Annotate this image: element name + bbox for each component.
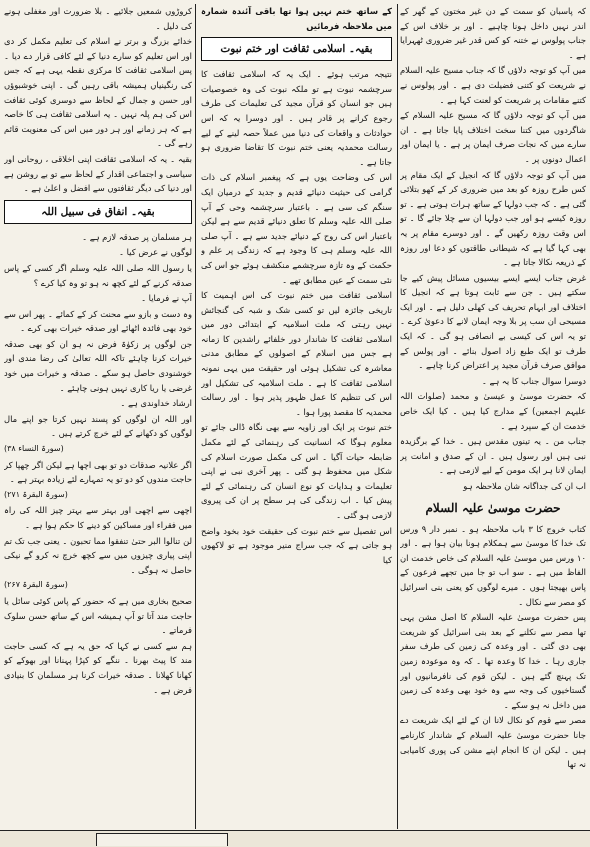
quran-reference: (سورۃ البقرۃ ۲۷۱) xyxy=(4,489,68,499)
paragraph: اگر علانیہ صدقات دو تو بھی اچھا ہے لیکن اگر چھپا کر حاجت مندوں کو دو تو یہ تمہارے لئے زیادہ بہتر ہے ۔ xyxy=(4,459,192,485)
paragraph: ہر مسلمان پر صدقہ لازم ہے ۔ xyxy=(82,231,192,242)
paragraph: اس تفصیل سے ختم نبوت کی حقیقت خود بخود واضح ہو جاتی ہے کہ جب سراج منیر موجود ہے تو لاکھوں کیا xyxy=(201,525,392,565)
page-footer-strip xyxy=(0,830,590,847)
paragraph: نتیجہ مرتب ہوئے ۔ ایک یہ کہ اسلامی ثقافت کا سرچشمہ نبوت ہے تو ملکہ نبوت کی وہ خصوصیات ہیں جو انسان کو قرآن مجید کی تعلیمات کی طرف رجوع کرانے پر قادر ہیں ۔ اور دوسرا یہ کہ اس حوادثات و واقعات کی دنیا میں عملاً حصہ لینے کے لیے رسالت محمدیہ یعنی ختم نبوت کا تقاضا ضروری ہو جاتا ہے ۔ xyxy=(201,69,392,167)
paragraph: جن لوگوں پر زکوٰۃ فرض نہ ہو ان کو بھی صدقہ خیرات کرنا چاہئے تاکہ اللہ تعالیٰ کی رضا مندی اور خوشنودی حاصل ہو سکے ۔ صدقہ و خیرات میں خود غرضی یا ریا کاری نہیں ہونی چاہئے ۔ xyxy=(4,338,192,393)
paragraph: کہ پاسبان کو سمت کے دن غیر مختون کے گھر کے اندر نہیں داخل ہونا چاہیے ۔ اور بر خلاف اس کے جناب پولوس نے ختنہ کو کس قدر غیر ضروری ٹھہرایا ہے ۔ xyxy=(400,6,586,60)
column-divider xyxy=(397,4,398,829)
paragraph: کہ حضرت موسیٰ و عیسیٰ و محمد (صلوات اللہ علیہم اجمعین) کے مدارج کیا ہیں ۔ کیا ایک خاص خدمت ان کے سپرد ہے ۔ xyxy=(400,391,586,431)
paragraph: جناب من ۔ یہ تینوں مقدس ہیں ۔ خدا کے برگزیدہ نبی ہیں اور رسول ہیں ۔ ان کے صدق و امانت پر ایمان لانا ہر ایک مومن کے لیے لازمی ہے ۔ xyxy=(400,436,586,476)
paragraph: دوسرا سوال جناب کا یہ ہے ۔ xyxy=(481,375,586,386)
continuation-note: کے ساتھ ختم نہیں ہوا تھا باقی آئندہ شمارہ میں ملاحظہ فرمائیں xyxy=(201,6,392,31)
section-heading-charity: بقیہ۔ انفاق فی سبیل اللہ xyxy=(4,200,192,224)
section-heading-musa: حضرت موسیٰ علیہ السلام xyxy=(425,500,561,515)
paragraph: کتاب خروج کا ۳ باب ملاحظہ ہو ۔ نمبر دار ۹ ورس تک خدا کا موسیٰ سے ہمکلام ہونا بیان ہوا ہے ۔ اور ۱۰ ورس میں موسیٰ علیہ السلام کی خاص خدمت ان الفاظ میں ہے ۔ سو اب تو جا میں تجھے فرعون کے پاس بھیجتا ہوں ۔ میرے لوگوں کو یعنی بنی اسرائیل کو مصر سے نکال ۔ xyxy=(400,523,586,607)
paragraph: لن تنالوا البر حتیٰ تنفقوا مما تحبون ۔ یعنی جب تک تم اپنی پیاری چیزوں میں سے کچھ خرچ نہ کرو گے نیکی حاصل نہ ہوگی ۔ xyxy=(4,535,192,575)
paragraph: اور اللہ ان لوگوں کو پسند نہیں کرتا جو اپنے مال لوگوں کو دکھانے کے لئے خرچ کرتے ہیں ۔ xyxy=(4,413,192,439)
paragraph: صحیح بخاری میں ہے کہ حضور کے پاس کوئی سائل یا حاجت مند آتا تو آپ ہمیشہ اس کے ساتھ حسن سلوک فرماتے ۔ xyxy=(4,595,192,636)
right-column xyxy=(400,4,586,829)
paragraph: اسلامی ثقافت میں ختم نبوت کی اس اہمیت کا تاریخی جائزہ لیں تو کسی شک و شبہ کی گنجائش نہیں رہتی کہ ملت اسلامیہ کے ابتدائی دور میں اسلامی ثقافت کا شاندار دور خلفائے راشدین کا زمانہ ہے جس میں اسلام کے اصولوں کے مطابق مدنی معاشرہ کی تشکیل ہوئی اور حقیقت میں یہی نمونہ اسلامی ثقافت کا ہے ۔ ملت اسلامیہ کی تشکیل اور اس کی تنظیم کا عمل ظہور پذیر ہوا ۔ اور رسالت محمدیہ کا مقصد پورا ہوا ۔ xyxy=(201,290,392,417)
quran-reference: (سورۃ النساء ۳۸) xyxy=(4,444,64,454)
paragraph: اس کی وضاحت یوں ہے کہ پیغمبر اسلام کی ذات گرامی کی حیثیت دنیائے قدیم و جدید کے درمیان ایک سنگم کی سی ہے ۔ باعتبار سرچشمہ وحی کے آپ صلی اللہ علیہ وسلم کا تعلق دنیائے قدیم سے ہے لیکن باعتبار اس کی روح کے دنیائے جدید سے ہے ۔ آپ صلی اللہ علیہ وسلم ہی کا وجود ہے کہ زندگی پر علم و حکمت کے وہ تازہ سرچشمے منکشف ہوئے جو اس کی نئی سمت کے عین مطابق تھے ۔ xyxy=(201,172,392,285)
paragraph: آپ نے فرمایا ۔ xyxy=(141,293,192,304)
paragraph: لوگوں نے عرض کیا ۔ xyxy=(119,247,192,258)
paragraph: میں آپ کو توجہ دلاؤں گا کہ جناب مسیح علیہ السلام نے شریعت کو کتنی فضیلت دی ہے ۔ اور پولوس نے کتنے مقامات پر شریعت کو لعنت کہا ہے ۔ xyxy=(400,65,586,105)
left-column xyxy=(4,4,192,829)
section-heading-culture: بقیہ۔ اسلامی ثقافت اور ختم نبوت xyxy=(201,37,392,61)
footer-tab xyxy=(96,833,228,846)
paragraph: کروڑوں شمعیں جلائیے ۔ بلا ضرورت اور مغفلی ہونے کی دلیل ۔ xyxy=(4,6,192,31)
paragraph: میں آپ کو توجہ دلاؤں گا کہ مسیح علیہ السلام کے شاگردوں میں کتنا سخت اختلاف پایا جاتا ہے ۔ ان سارے میں کہ نجات صرف ایمان پر ہے ۔ یا ایمان اور اعمال دونوں پر ۔ xyxy=(400,110,586,164)
paragraph: میں آپ کو توجہ دلاؤں گا کہ انجیل کے ایک مقام پر کس طرح روزہ کو بعد میں ضروری کر کے کھو بتلائی گئی ہے ۔ کہ جب دولہا کے ساتھ ہرات ہوتی ہے ۔ تو روزہ کیسے ہو اور جب دولہا ان سے چلا جائے گا ۔ تو اس وقت روزہ رکھیں گے ۔ اور دوسرے مقام پر یہ بھی کہا گیا ہے کہ شیطانی طاقتوں کو دعا اور روزہ کے ذریعہ نکالا جاتا ہے ۔ xyxy=(400,169,586,268)
paragraph: بقیہ ۔ یہ کہ اسلامی ثقافت اپنی اخلاقی ، روحانی اور سیاسی و اجتماعی اقدار کے لحاظ سے تو بے روشن ہے اور دنیا کی دیگر ثقافتوں سے افضل و اعلیٰ ہے ۔ xyxy=(4,153,192,194)
paragraph: وہ دست و بازو سے محنت کر کے کمائے ۔ پھر اس سے خود بھی فائدہ اٹھائے اور صدقہ خیرات بھی کرے ۔ xyxy=(4,308,192,334)
paragraph: غرض جناب ایسے ایسے بیسیوں مسائل پیش کیے جا سکتے ہیں ۔ جن سے ثابت ہوتا ہے کہ انجیل کا اختلاف اور ابہام تحریف کی کھلی دلیل ہے ۔ اور ایک مسیحی ان سب پر بلا وجہ ایمان لانے کا دعویٰ کرے ۔ تو یہ اس کی کیسی بے انصافی ہو گی ۔ کہ ایک طرف تو ایک طبع زاد اصول بنائے ۔ اور پولس کے موافق صرف قرآن مجید پر اعتراض کرنا چاہے ۔ xyxy=(400,272,586,371)
paragraph: ارشاد خداوندی ہے ۔ xyxy=(120,398,192,409)
paragraph: مصر سے قوم کو نکال لانا ان کے لئے ایک شریعت دے جانا حضرت موسیٰ علیہ السلام کے شاندار کارنامے ہیں ۔ لیکن ان کا انجام اپنے مشن کی پوری کامیابی نہ تھا xyxy=(400,715,586,770)
column-divider xyxy=(195,4,196,829)
paragraph: ختم نبوت پر ایک اور زاویہ سے بھی نگاہ ڈالی جائے تو معلوم ہوگا کہ انسانیت کی رہنمائی کے لئے مکمل ضابطہ حیات آگیا ۔ اس کی مکمل صورت اسلام کی شکل میں محفوظ ہو گئی ۔ پھر آخری نبی نے اپنی تعلیمات و ہدایات کو نوع انسان کی رہنمائی کے لئے پیش کیا ۔ اب زندگی کی ہر سطح پر ان کی پیروی لازمی ہو گئی ۔ xyxy=(201,422,392,520)
paragraph: یا رسول اللہ صلی اللہ علیہ وسلم اگر کسی کے پاس صدقہ کرنے کے لئے کچھ نہ ہو تو وہ کیا کرے ؟ xyxy=(4,262,192,288)
middle-column xyxy=(201,4,392,829)
quran-reference: (سورۃ البقرۃ ۲۶۷) xyxy=(4,580,68,590)
paragraph: اچھی سے اچھی اور بہتر سے بہتر چیز اللہ کی راہ میں فقراء اور مساکین کو دینے کا حکم ہوا ہے ۔ xyxy=(4,505,192,530)
paragraph: پس حضرت موسیٰ علیہ السلام کا اصل مشن یہی تھا مصر سے نکلنے کے بعد بنی اسرائیل کو شریعت بھی دی گئی ۔ اور وعدہ کی زمین کی طرف سفر جاری رہا ۔ خدا کا وعدہ تھا ۔ کہ وہ موعودہ زمین تک پہنچ گئے ہیں ۔ لیکن قوم کی نافرمانیوں اور گستاخیوں کی وجہ سے وہ خود بھی وعدہ کی زمین میں داخل نہ ہو سکے ۔ xyxy=(400,612,586,710)
paragraph: اب ان کی جداگانہ شان ملاحظہ ہو xyxy=(463,481,586,491)
paragraph: ہم سے کسی نے کہا کہ حق یہ ہے کہ کسی حاجت مند کا پیٹ بھرنا ۔ ننگے کو کپڑا پہنانا اور بھوکے کو کھانا کھلانا ۔ صدقہ خیرات کرنا ہر مسلمان کا بنیادی فرض ہے ۔ xyxy=(4,640,192,695)
paragraph: خدائے بزرگ و برتر نے اسلام کی تعلیم مکمل کر دی اور اس تعلیم کو سارے دنیا کے لئے کافی قرار دے دیا ۔ پس اسلامی ثقافت کا مرکزی نقطہ یہی ہے کہ جس کی رنگینیاں ہمیشہ باقی رہیں گی ۔ اپنی خوشبوؤں اور حسن و جمال کے لحاظ سے دوسری کوئی ثقافت اس کی ہم پلہ نہیں ۔ یہ اسلامی ثقافت ہی کا خاصہ ہے کہ ہر زمانے اور ہر دور میں اس کی معنویت قائم رہے گی ۔ xyxy=(4,36,192,149)
